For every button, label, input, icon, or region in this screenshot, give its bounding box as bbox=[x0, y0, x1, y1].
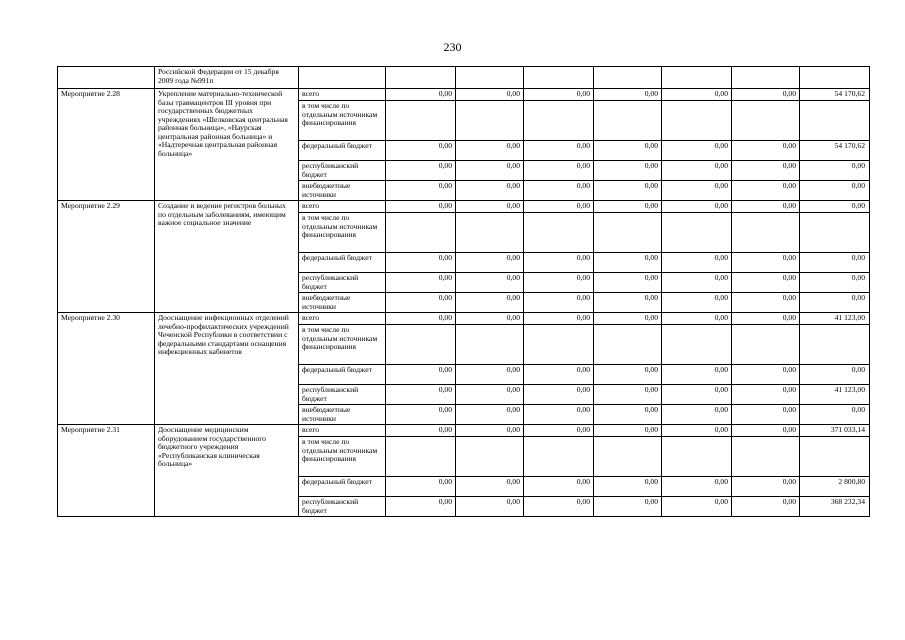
funding-source: всего bbox=[299, 425, 386, 437]
amount-cell: 0,00 bbox=[662, 477, 732, 497]
funding-source: внебюджетные источники bbox=[299, 181, 386, 201]
amount-cell: 0,00 bbox=[732, 385, 800, 405]
amount-cell: 0,00 bbox=[732, 161, 800, 181]
funding-source: федеральный бюджет bbox=[299, 253, 386, 273]
measure-id: Мероприятие 2.30 bbox=[58, 313, 155, 425]
funding-source: всего bbox=[299, 89, 386, 101]
table-row bbox=[58, 89, 870, 101]
cell-empty bbox=[456, 67, 524, 89]
amount-cell: 0,00 bbox=[732, 141, 800, 161]
amount-cell bbox=[386, 101, 456, 141]
amount-cell: 0,00 bbox=[800, 181, 870, 201]
amount-cell: 0,00 bbox=[456, 201, 524, 213]
measure-id: Мероприятие 2.28 bbox=[58, 89, 155, 201]
amount-cell bbox=[594, 325, 662, 365]
amount-cell: 0,00 bbox=[800, 365, 870, 385]
amount-cell bbox=[386, 325, 456, 365]
amount-cell: 0,00 bbox=[386, 293, 456, 313]
amount-cell: 0,00 bbox=[662, 89, 732, 101]
budget-table bbox=[57, 66, 870, 517]
amount-cell: 0,00 bbox=[456, 385, 524, 405]
amount-cell: 0,00 bbox=[456, 405, 524, 425]
amount-cell bbox=[594, 437, 662, 477]
funding-source: всего bbox=[299, 313, 386, 325]
amount-cell: 0,00 bbox=[800, 253, 870, 273]
amount-cell: 0,00 bbox=[456, 497, 524, 517]
amount-cell bbox=[800, 437, 870, 477]
amount-cell: 0,00 bbox=[386, 141, 456, 161]
cell-empty bbox=[594, 67, 662, 89]
funding-source: федеральный бюджет bbox=[299, 141, 386, 161]
measure-name-continuation: Российской Федерации от 15 декабря 2009 года №991п bbox=[155, 67, 299, 89]
cell-empty bbox=[58, 67, 155, 89]
amount-cell: 0,00 bbox=[524, 181, 594, 201]
table-row bbox=[58, 313, 870, 325]
amount-cell: 0,00 bbox=[386, 201, 456, 213]
funding-source: в том числе по отдельным источникам финансирования bbox=[299, 437, 386, 477]
amount-cell: 0,00 bbox=[386, 161, 456, 181]
amount-cell: 0,00 bbox=[456, 365, 524, 385]
funding-source: в том числе по отдельным источникам финансирования bbox=[299, 325, 386, 365]
amount-cell: 0,00 bbox=[732, 477, 800, 497]
amount-cell bbox=[800, 325, 870, 365]
table-row bbox=[58, 201, 870, 213]
amount-cell bbox=[732, 213, 800, 253]
funding-source: в том числе по отдельным источникам финансирования bbox=[299, 213, 386, 253]
amount-cell: 0,00 bbox=[594, 405, 662, 425]
amount-cell: 0,00 bbox=[662, 497, 732, 517]
amount-cell: 0,00 bbox=[386, 497, 456, 517]
amount-cell: 0,00 bbox=[524, 201, 594, 213]
amount-cell: 0,00 bbox=[594, 477, 662, 497]
amount-cell: 0,00 bbox=[732, 273, 800, 293]
amount-cell: 0,00 bbox=[594, 141, 662, 161]
amount-cell: 0,00 bbox=[524, 89, 594, 101]
amount-cell: 0,00 bbox=[456, 273, 524, 293]
amount-cell: 41 123,00 bbox=[800, 313, 870, 325]
amount-cell bbox=[594, 213, 662, 253]
amount-cell: 0,00 bbox=[456, 141, 524, 161]
amount-cell bbox=[800, 101, 870, 141]
amount-cell: 0,00 bbox=[594, 201, 662, 213]
table-row bbox=[58, 425, 870, 437]
amount-cell: 0,00 bbox=[732, 365, 800, 385]
amount-cell: 0,00 bbox=[662, 273, 732, 293]
amount-cell: 0,00 bbox=[732, 405, 800, 425]
amount-cell: 0,00 bbox=[456, 181, 524, 201]
amount-cell: 0,00 bbox=[524, 365, 594, 385]
amount-cell: 0,00 bbox=[594, 293, 662, 313]
amount-cell: 0,00 bbox=[732, 181, 800, 201]
amount-cell bbox=[386, 437, 456, 477]
funding-source: федеральный бюджет bbox=[299, 365, 386, 385]
amount-cell: 0,00 bbox=[732, 293, 800, 313]
amount-cell: 0,00 bbox=[524, 161, 594, 181]
table-row-continuation bbox=[58, 67, 870, 89]
amount-cell bbox=[594, 101, 662, 141]
amount-cell: 0,00 bbox=[524, 425, 594, 437]
measure-name: Дооснащение медицинским оборудованием государственного бюджетного учреждения «Республиканская клиническая больница» bbox=[155, 425, 299, 517]
amount-cell: 0,00 bbox=[662, 161, 732, 181]
amount-cell: 0,00 bbox=[456, 89, 524, 101]
amount-cell: 0,00 bbox=[524, 141, 594, 161]
amount-cell bbox=[524, 437, 594, 477]
table-body bbox=[58, 67, 870, 517]
amount-cell: 0,00 bbox=[456, 161, 524, 181]
amount-cell: 0,00 bbox=[386, 273, 456, 293]
amount-cell: 0,00 bbox=[524, 385, 594, 405]
measure-name: Укрепление материально-технической базы травмацентров III уровня при государственных бюджетных учреждениях «Шелковская центральная районная больница», «Наурская центральная районная больница» и «Надтеречная центральная районная больница» bbox=[155, 89, 299, 201]
measure-id: Мероприятие 2.29 bbox=[58, 201, 155, 313]
cell-empty bbox=[662, 67, 732, 89]
amount-cell: 0,00 bbox=[662, 313, 732, 325]
page-number: 230 bbox=[443, 40, 462, 54]
funding-source: республиканский бюджет bbox=[299, 385, 386, 405]
amount-cell: 54 170,62 bbox=[800, 141, 870, 161]
amount-cell: 0,00 bbox=[456, 477, 524, 497]
cell-empty bbox=[800, 67, 870, 89]
amount-cell: 0,00 bbox=[662, 253, 732, 273]
amount-cell: 0,00 bbox=[594, 313, 662, 325]
amount-cell: 0,00 bbox=[386, 425, 456, 437]
amount-cell: 0,00 bbox=[732, 313, 800, 325]
amount-cell: 0,00 bbox=[386, 365, 456, 385]
amount-cell bbox=[524, 213, 594, 253]
amount-cell bbox=[456, 213, 524, 253]
amount-cell: 0,00 bbox=[456, 253, 524, 273]
amount-cell: 2 800,80 bbox=[800, 477, 870, 497]
amount-cell: 0,00 bbox=[594, 161, 662, 181]
cell-empty bbox=[386, 67, 456, 89]
amount-cell: 0,00 bbox=[732, 89, 800, 101]
cell-empty bbox=[524, 67, 594, 89]
funding-source: внебюджетные источники bbox=[299, 293, 386, 313]
amount-cell bbox=[662, 101, 732, 141]
amount-cell bbox=[456, 325, 524, 365]
funding-source: всего bbox=[299, 201, 386, 213]
amount-cell: 0,00 bbox=[386, 89, 456, 101]
measure-id: Мероприятие 2.31 bbox=[58, 425, 155, 517]
funding-source: республиканский бюджет bbox=[299, 273, 386, 293]
amount-cell: 54 170,62 bbox=[800, 89, 870, 101]
amount-cell bbox=[732, 101, 800, 141]
funding-source: внебюджетные источники bbox=[299, 405, 386, 425]
amount-cell bbox=[662, 213, 732, 253]
amount-cell: 0,00 bbox=[594, 425, 662, 437]
amount-cell bbox=[662, 325, 732, 365]
measure-name: Создание и ведение регистров больных по отдельным заболеваниям, имеющим важное социальное значение bbox=[155, 201, 299, 313]
amount-cell: 0,00 bbox=[594, 273, 662, 293]
measure-name: Дооснащение инфекционных отделений лечебно-профилактических учреждений Чеченской Республики в соответствии с федеральными стандартами оснащения инфекционных кабинетов bbox=[155, 313, 299, 425]
amount-cell: 0,00 bbox=[386, 253, 456, 273]
amount-cell: 0,00 bbox=[732, 497, 800, 517]
amount-cell: 0,00 bbox=[732, 201, 800, 213]
cell-empty bbox=[299, 67, 386, 89]
amount-cell: 0,00 bbox=[524, 253, 594, 273]
amount-cell: 0,00 bbox=[800, 293, 870, 313]
amount-cell: 0,00 bbox=[662, 293, 732, 313]
amount-cell bbox=[456, 437, 524, 477]
amount-cell bbox=[524, 101, 594, 141]
amount-cell: 0,00 bbox=[524, 293, 594, 313]
amount-cell: 371 033,14 bbox=[800, 425, 870, 437]
amount-cell: 0,00 bbox=[662, 385, 732, 405]
amount-cell: 0,00 bbox=[594, 253, 662, 273]
amount-cell bbox=[386, 213, 456, 253]
amount-cell: 0,00 bbox=[594, 365, 662, 385]
amount-cell: 0,00 bbox=[732, 425, 800, 437]
funding-source: республиканский бюджет bbox=[299, 497, 386, 517]
amount-cell: 0,00 bbox=[594, 497, 662, 517]
amount-cell: 0,00 bbox=[800, 161, 870, 181]
amount-cell bbox=[524, 325, 594, 365]
amount-cell: 0,00 bbox=[662, 201, 732, 213]
amount-cell: 0,00 bbox=[662, 425, 732, 437]
amount-cell: 0,00 bbox=[800, 405, 870, 425]
amount-cell: 0,00 bbox=[524, 405, 594, 425]
amount-cell bbox=[662, 437, 732, 477]
amount-cell: 41 123,00 bbox=[800, 385, 870, 405]
amount-cell: 0,00 bbox=[594, 89, 662, 101]
amount-cell: 0,00 bbox=[662, 365, 732, 385]
amount-cell bbox=[800, 213, 870, 253]
amount-cell: 0,00 bbox=[524, 273, 594, 293]
amount-cell: 0,00 bbox=[386, 313, 456, 325]
amount-cell: 0,00 bbox=[662, 181, 732, 201]
amount-cell: 0,00 bbox=[662, 141, 732, 161]
amount-cell: 0,00 bbox=[594, 181, 662, 201]
amount-cell: 0,00 bbox=[456, 313, 524, 325]
amount-cell bbox=[732, 325, 800, 365]
amount-cell: 0,00 bbox=[732, 253, 800, 273]
funding-source: в том числе по отдельным источникам финансирования bbox=[299, 101, 386, 141]
amount-cell: 0,00 bbox=[524, 497, 594, 517]
amount-cell: 0,00 bbox=[800, 201, 870, 213]
amount-cell: 0,00 bbox=[524, 477, 594, 497]
amount-cell: 0,00 bbox=[456, 425, 524, 437]
funding-source: республиканский бюджет bbox=[299, 161, 386, 181]
amount-cell: 0,00 bbox=[594, 385, 662, 405]
amount-cell: 0,00 bbox=[800, 273, 870, 293]
cell-empty bbox=[732, 67, 800, 89]
amount-cell: 368 232,34 bbox=[800, 497, 870, 517]
amount-cell: 0,00 bbox=[386, 181, 456, 201]
amount-cell: 0,00 bbox=[456, 293, 524, 313]
amount-cell: 0,00 bbox=[524, 313, 594, 325]
amount-cell bbox=[732, 437, 800, 477]
amount-cell: 0,00 bbox=[386, 477, 456, 497]
amount-cell: 0,00 bbox=[386, 385, 456, 405]
amount-cell bbox=[456, 101, 524, 141]
amount-cell: 0,00 bbox=[662, 405, 732, 425]
funding-source: федеральный бюджет bbox=[299, 477, 386, 497]
amount-cell: 0,00 bbox=[386, 405, 456, 425]
